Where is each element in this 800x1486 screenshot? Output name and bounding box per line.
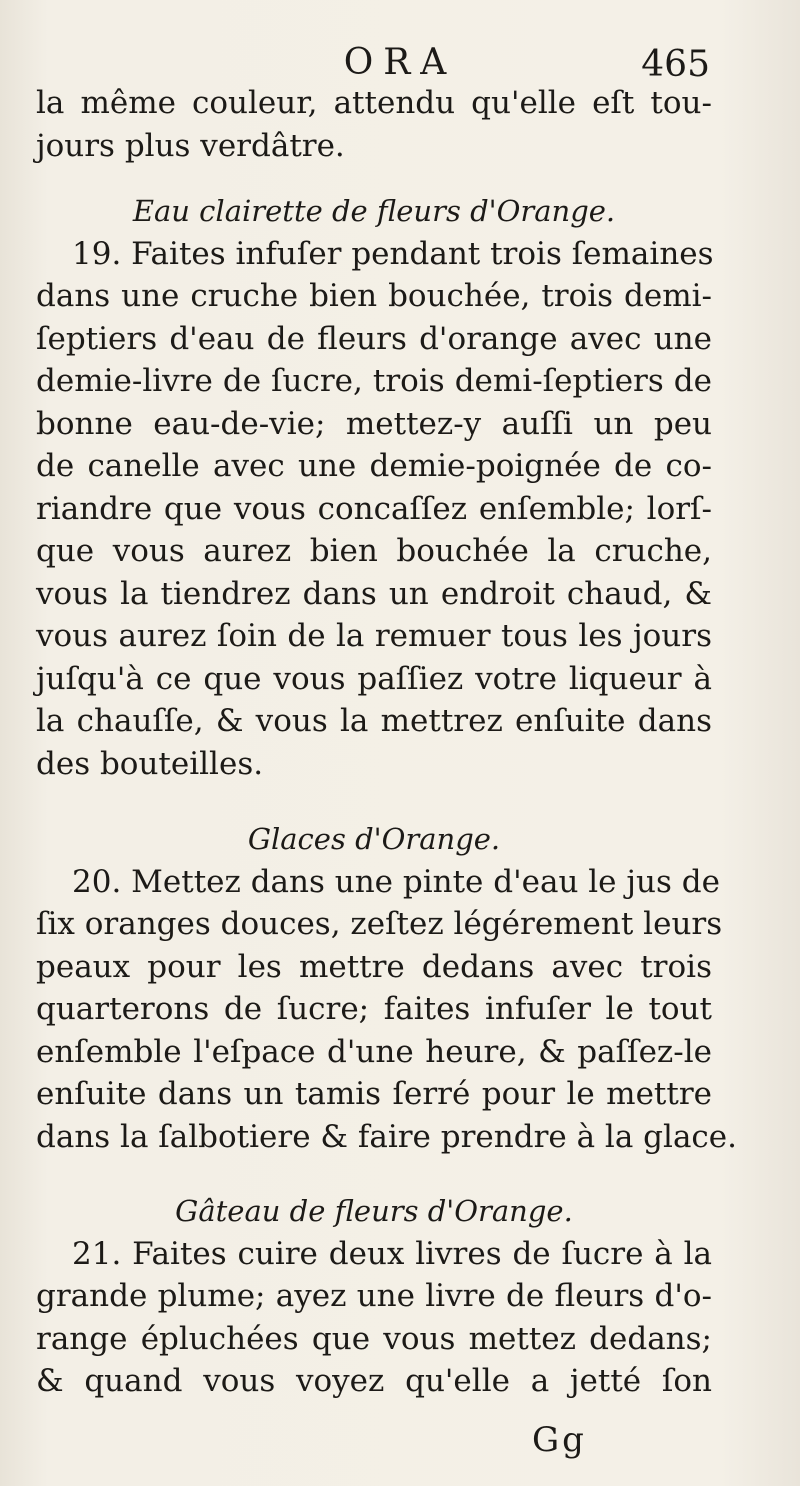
text-line: bonne eau-de-vie; mettez-y auſſi un peu xyxy=(36,405,712,442)
text-line: ſix oranges douces, zeſtez légérement leurs xyxy=(36,906,723,942)
text-line: vous la tiendrez dans un endroit chaud, & xyxy=(36,575,712,612)
text-line: enſemble l'eſpace d'une heure, & paſſez-le xyxy=(36,1033,712,1070)
text-line: riandre que vous concaſſez enſemble; lorſ- xyxy=(36,490,712,527)
text-line: enſuite dans un tamis ſerré pour le mettre xyxy=(36,1076,712,1112)
text-line: demie-livre de ſucre, trois demi-ſeptiers de xyxy=(36,363,712,399)
section-heading: Eau clairette de fleurs d'Orange. xyxy=(132,194,616,228)
running-title: ORA xyxy=(343,42,457,83)
text-line: dans la ſalbotiere & faire prendre à la glace. xyxy=(36,1118,737,1155)
text-line: des bouteilles. xyxy=(36,745,264,782)
text-line: peaux pour les mettre dedans avec trois xyxy=(36,948,712,985)
signature-mark: Gg xyxy=(532,1420,587,1460)
text-line: juſqu'à ce que vous paſſiez votre liqueur à xyxy=(36,660,712,697)
section-gateau xyxy=(36,1190,712,1403)
text-line: 20. Mettez dans une pinte d'eau le jus de xyxy=(72,863,720,900)
text-line: vous aurez ſoin de la remuer tous les jours xyxy=(36,618,712,654)
section-heading: Gâteau de fleurs d'Orange. xyxy=(175,1194,573,1228)
section-eau-clairette xyxy=(36,190,712,785)
section-heading: Glaces d'Orange. xyxy=(247,822,501,856)
text-line: dans une cruche bien bouchée, trois demi- xyxy=(36,278,712,314)
text-line: de canelle avec une demie-poignée de co- xyxy=(36,448,712,484)
text-line: la même couleur, attendu qu'elle eſt tou- xyxy=(36,85,712,121)
page-number: 465 xyxy=(641,44,710,85)
intro-paragraph xyxy=(36,82,712,167)
text-line: la chauſſe, & vous la mettrez enſuite dans xyxy=(36,703,712,739)
text-line: range épluchées que vous mettez dedans; xyxy=(36,1320,712,1357)
text-line: que vous aurez bien bouchée la cruche, xyxy=(36,533,712,569)
text-line: ſeptiers d'eau de fleurs d'orange avec une xyxy=(36,320,712,357)
text-line: & quand vous voyez qu'elle a jetté ſon xyxy=(36,1363,712,1399)
text-line: jours plus verdâtre. xyxy=(36,127,345,164)
text-line: 21. Faites cuire deux livres de ſucre à la xyxy=(72,1235,712,1272)
text-line: quarterons de ſucre; faites infuſer le tout xyxy=(36,991,712,1027)
section-glaces xyxy=(36,818,737,1158)
text-line: grande plume; ayez une livre de fleurs d'o- xyxy=(36,1278,712,1314)
text-line: 19. Faites infuſer pendant trois ſemaines xyxy=(72,235,714,272)
